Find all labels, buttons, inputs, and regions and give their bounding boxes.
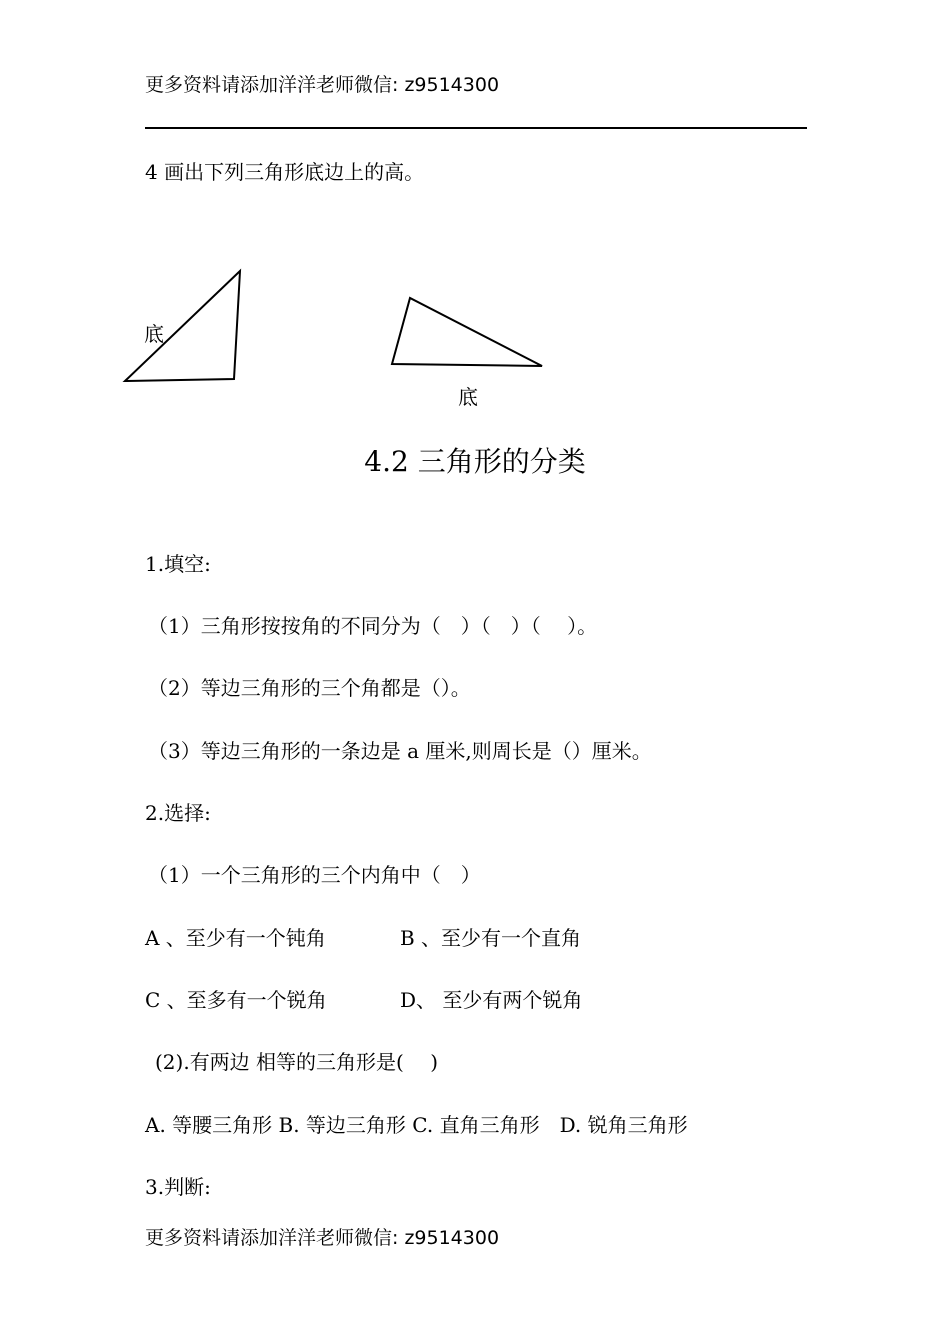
choice-q1-option-c: C 、至多有一个锐角: [145, 988, 327, 1012]
fill-in-item-3: （3）等边三角形的一条边是 a 厘米,则周长是（）厘米。: [148, 739, 652, 763]
page-footer-contact: 更多资料请添加洋洋老师微信: z9514300: [145, 1227, 500, 1249]
choice-q1-option-d: D、 至少有两个锐角: [400, 988, 583, 1012]
triangle-figures: [0, 0, 950, 420]
choice-q2-options: A. 等腰三角形 B. 等边三角形 C. 直角三角形 D. 锐角三角形: [145, 1113, 688, 1137]
triangle-2: [392, 298, 542, 366]
choice-question-1: （1）一个三角形的三个内角中（ ）: [148, 863, 481, 887]
page-header-contact: 更多资料请添加洋洋老师微信: z9514300: [145, 74, 500, 96]
choice-heading: 2.选择:: [145, 801, 211, 825]
choice-q1-option-a: A 、至少有一个钝角: [145, 926, 326, 950]
fill-in-item-1: （1）三角形按按角的不同分为（ ）（ ）（ ）。: [148, 614, 598, 638]
question-4-prompt: 4 画出下列三角形底边上的高。: [145, 160, 425, 184]
triangle-1-base-label: 底: [144, 322, 164, 346]
fill-in-heading: 1.填空:: [145, 552, 211, 576]
triangle-2-base-label: 底: [458, 385, 478, 409]
choice-question-2: (2).有两边 相等的三角形是( ): [155, 1050, 439, 1074]
fill-in-item-2: （2）等边三角形的三个角都是（）。: [148, 676, 471, 700]
judge-heading: 3.判断:: [145, 1175, 211, 1199]
triangle-1: [125, 271, 240, 381]
section-title: 4.2 三角形的分类: [364, 445, 586, 478]
choice-q1-option-b: B 、至少有一个直角: [400, 926, 582, 950]
